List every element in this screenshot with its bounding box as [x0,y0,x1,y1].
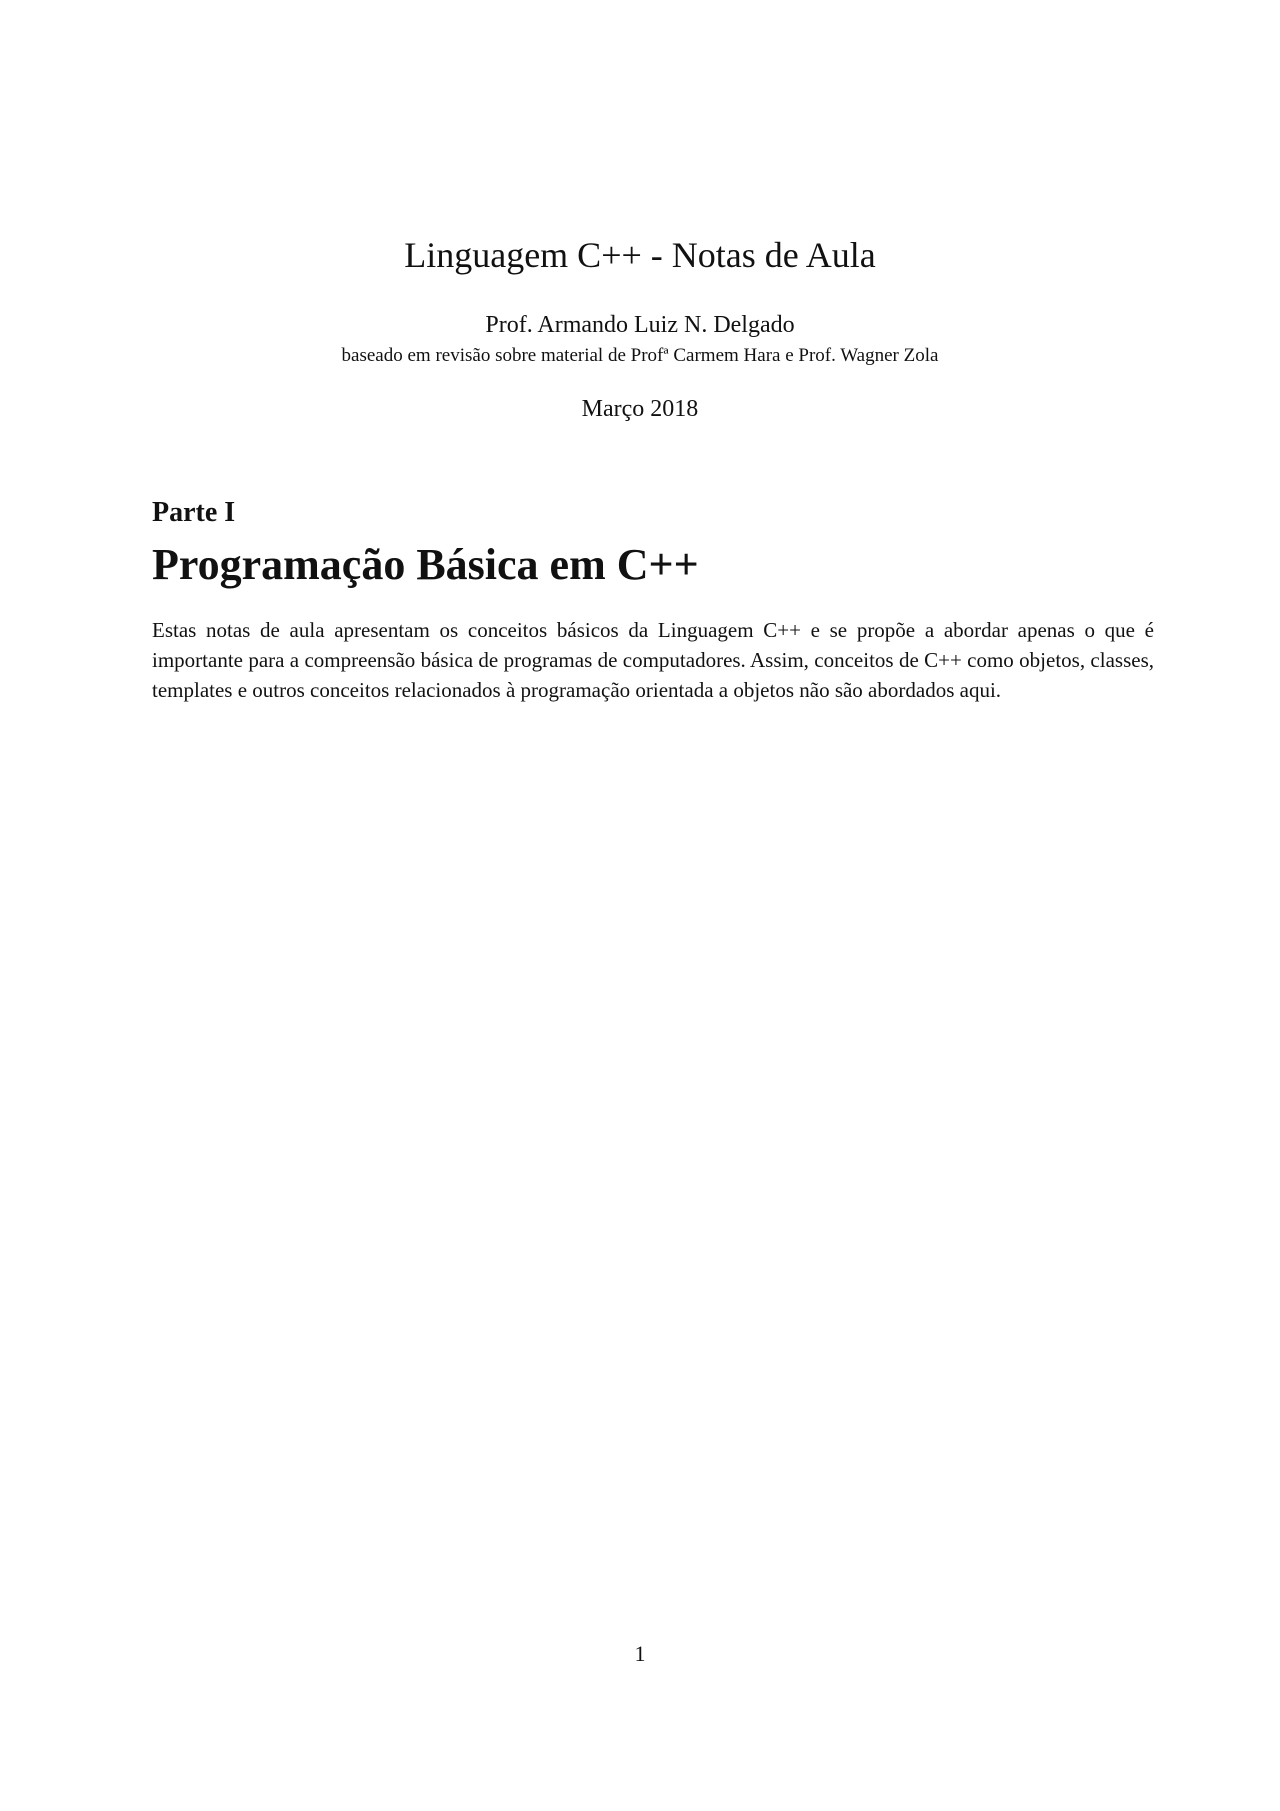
credits-line: baseado em revisão sobre material de Profª Carmem Hara e Prof. Wagner Zola [341,345,939,366]
part-title: Programação Básica em C++ [152,540,699,589]
intro-paragraph: Estas notas de aula apresentam os conceitos básicos da Linguagem C++ e se propõe a abordar apenas o que é importante para a compreensão básica de programas de computadores. Assim, conceitos de C++ como objetos, classes, templates e outros conceitos relacionados à programação orientada a objetos não são abordados aqui. [152,618,1154,702]
part-label: Parte I [152,497,236,528]
document-title: Linguagem C++ - Notas de Aula [404,235,876,275]
page-number: 1 [634,1641,646,1666]
author-line: Prof. Armando Luiz N. Delgado [485,312,795,338]
document-date: Março 2018 [581,396,699,422]
